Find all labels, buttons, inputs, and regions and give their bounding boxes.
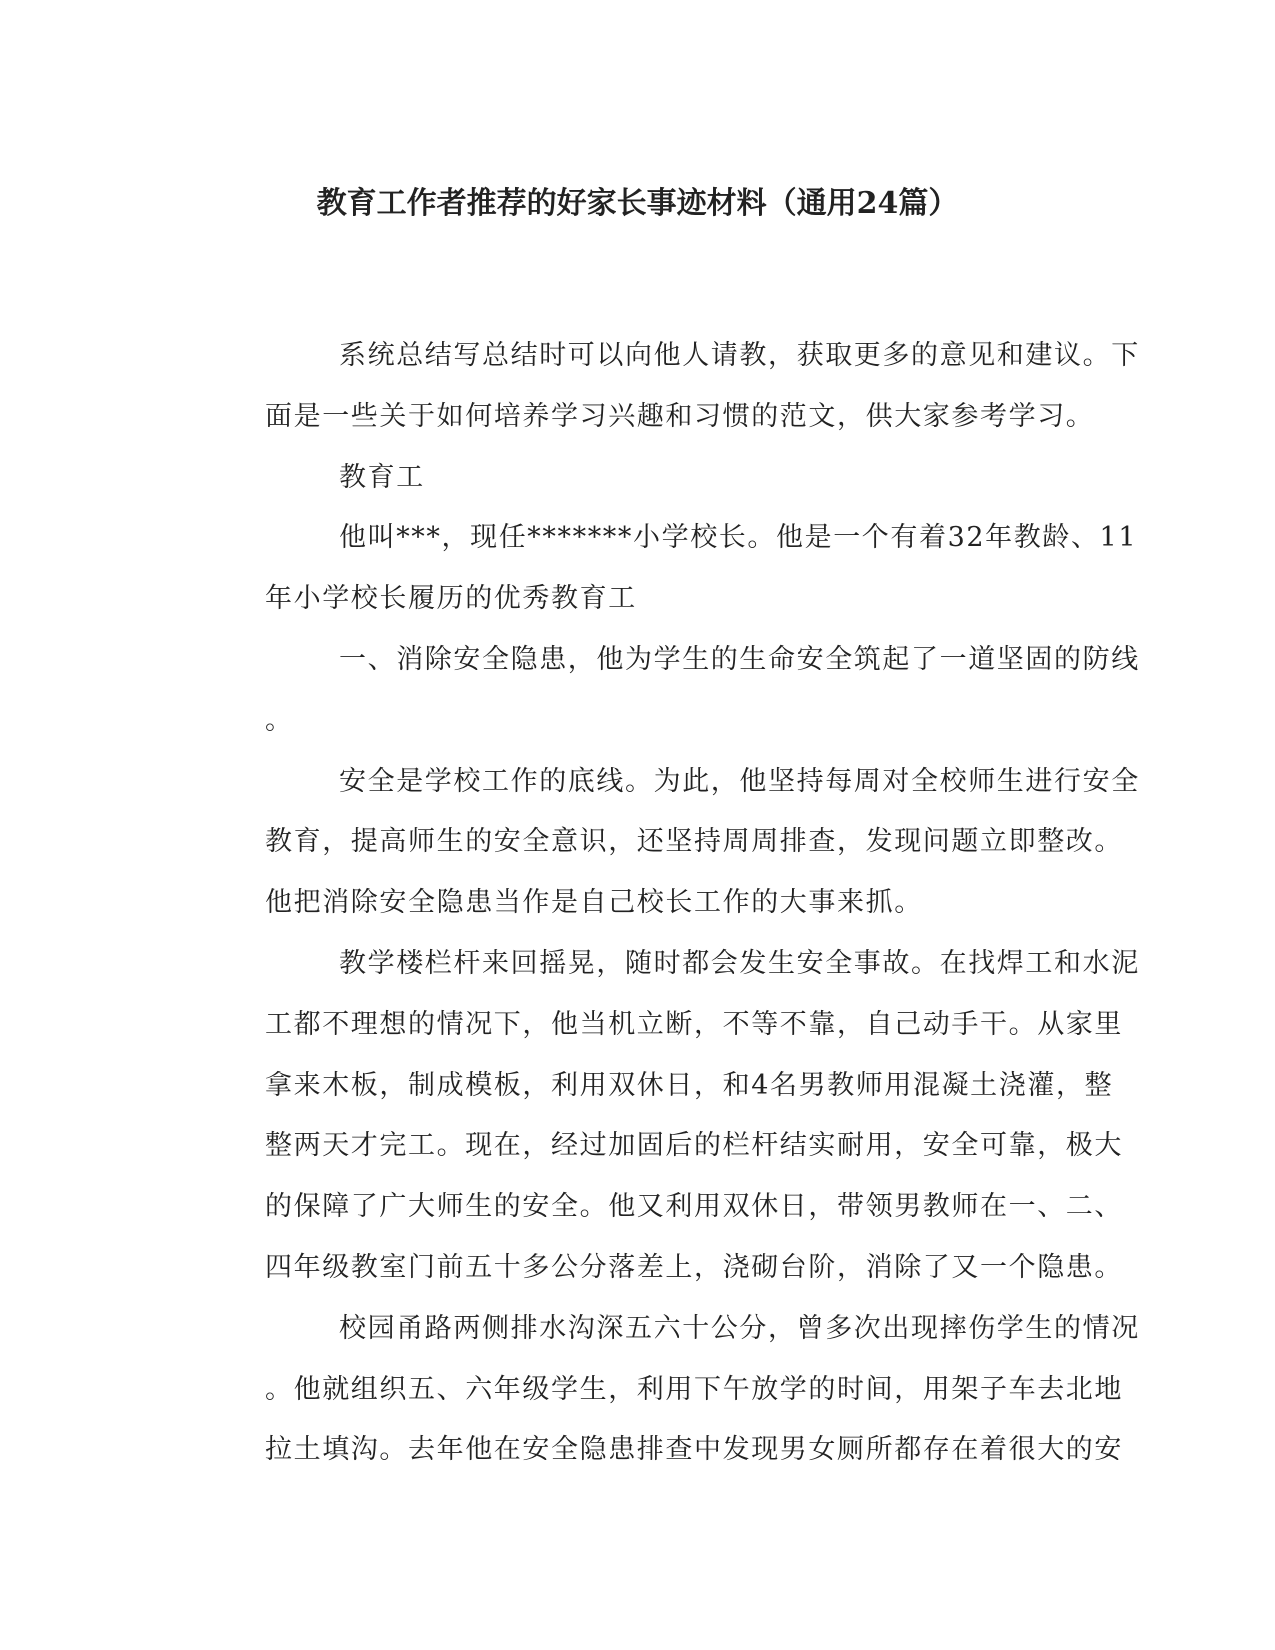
paragraph-railing [191,934,1140,1299]
paragraph-profile [191,508,1138,630]
text-line: 他叫***，现任*******小学校长。他是一个有着32年教龄、11 [339,522,1138,554]
document-title: 教育工作者推荐的好家长事迹材料（通用24篇） [316,186,959,221]
text-line: 年小学校长履历的优秀教育工 [265,583,637,615]
paragraph-intro [191,326,1140,448]
text-line: 安全是学校工作的底线。为此，他坚持每周对全校师生进行安全 [339,765,1140,797]
text-line: 系统总结写总结时可以向他人请教，获取更多的意见和建议。下 [339,340,1140,371]
text-line: 他把消除安全隐患当作是自己校长工作的大事来抓。 [265,887,923,919]
text-line: 。他就组织五、六年级学生，利用下午放学的时间，用架子车去北地 [265,1373,1123,1405]
paragraph-safety [191,752,1140,934]
text-line: 教学楼栏杆来回摇晃，随时都会发生安全事故。在找焊工和水泥 [339,947,1140,979]
document-body [191,326,1140,1481]
text-line: 工都不理想的情况下，他当机立断，不等不靠，自己动手干。从家里 [265,1008,1123,1040]
paragraph-heading [191,448,1091,509]
text-line: 面是一些关于如何培养学习兴趣和习惯的范文，供大家参考学习。 [265,400,1095,432]
text-line: 四年级教室门前五十多公分落差上，浇砌台阶，消除了又一个隐患。 [265,1251,1123,1283]
text-line: 教育，提高师生的安全意识，还坚持周周排查，发现问题立即整改。 [265,826,1123,858]
text-line: 校园甬路两侧排水沟深五六十公分，曾多次出现摔伤学生的情况 [339,1312,1140,1344]
paragraph-drainage [191,1299,1140,1481]
text-line: 拉土填沟。去年他在安全隐患排查中发现男女厕所都存在着很大的安 [265,1434,1123,1466]
text-line: 。 [265,704,294,736]
paragraph-section-heading [191,630,1140,752]
text-line: 的保障了广大师生的安全。他又利用双休日，带领男教师在一、二、 [265,1191,1123,1223]
text-line: 教育工 [339,461,425,493]
text-line: 一、消除安全隐患，他为学生的生命安全筑起了一道坚固的防线 [339,643,1140,675]
text-line: 拿来木板，制成模板，利用双休日，和4名男教师用混凝土浇灌，整 [265,1069,1114,1101]
text-line: 整两天才完工。现在，经过加固后的栏杆结实耐用，安全可靠，极大 [265,1130,1123,1162]
